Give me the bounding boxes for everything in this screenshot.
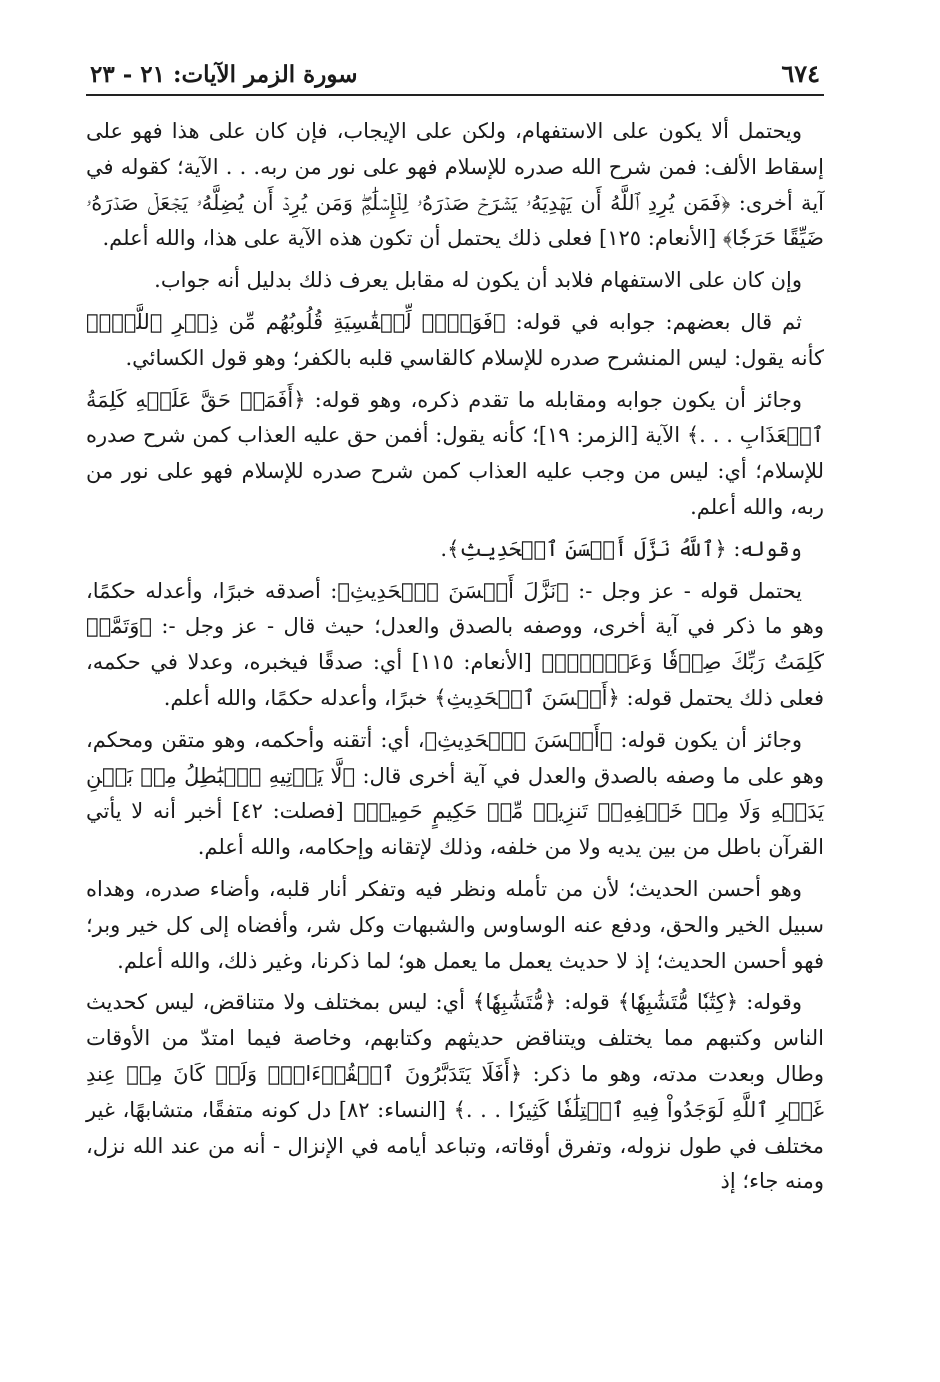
page-header [86, 52, 824, 96]
paragraph-8: وهو أحسن الحديث؛ لأن من تأمله ونظر فيه وتفكر أنار قلبه، وأضاء صدره، وهداه سبيل الخير والحق، ودفع عنه الوساوس والشبهات وكل شر، وأفضاه إلى كل خير وبر؛ فهو أحسن الحديث؛ إذ لا حديث يعمل ما يعمل هو؛ لما ذكرنا، وغير ذلك، والله أعلم. [86, 876, 824, 973]
paragraph-2: وإن كان على الاستفهام فلابد أن يكون له مقابل يعرف ذلك بدليل أنه جواب. [154, 268, 802, 293]
paragraph-5: وقوله: ﴿ٱللَّهُ نَزَّلَ أَحۡسَنَ ٱلۡحَدِيثِ﴾. [440, 536, 802, 561]
book-page [86, 52, 824, 1352]
paragraph-3: ثم قال بعضهم: جوابه في قوله: ﴿فَوَيۡلٞ لِّلۡقَٰسِيَةِ قُلُوبُهُم مِّن ذِكۡرِ ٱللَّهِۚ﴾ كأنه يقول: ليس المنشرح صدره للإسلام كالقاسي قلبه بالكفر؛ وهو قول الكسائي. [86, 309, 824, 370]
surah-title: سورة الزمر الآيات: ٢١ - ٢٣ [90, 61, 358, 88]
page-number: ٦٧٤ [781, 59, 820, 88]
paragraph-1: ويحتمل ألا يكون على الاستفهام، ولكن على الإيجاب، فإن كان على هذا فهو على إسقاط الألف: فمن شرح الله صدره للإسلام فهو على نور من ربه. . . الآية؛ كقوله في آية أخرى: ﴿فَمَن يُرِدِ ٱللَّهُ أَن يَهۡدِيَهُۥ يَشۡرَحۡ صَدۡرَهُۥ لِلۡإِسۡلَٰمِۖ وَمَن يُرِدۡ أَن يُضِلَّهُۥ يَجۡعَلۡ صَدۡرَهُۥ ضَيِّقًا حَرَجٗا﴾ [الأنعام: ١٢٥] فعلى ذلك يحتمل أن تكون هذه الآية على هذا، والله أعلم. [86, 119, 824, 251]
paragraph-4: وجائز أن يكون جوابه ومقابله ما تقدم ذكره، وهو قوله: ﴿أَفَمَنۡ حَقَّ عَلَيۡهِ كَلِمَةُ ٱلۡعَذَابِ . . .﴾ الآية [الزمر: ١٩]؛ كأنه يقول: أفمن حق عليه العذاب كمن شرح صدره للإسلام؛ أي: ليس من وجب عليه العذاب كمن شرح صدره للإسلام فهو على نور من ربه، والله أعلم. [86, 387, 824, 519]
page-body [86, 114, 824, 1200]
paragraph-7: وجائز أن يكون قوله: ﴿أَحۡسَنَ ٱلۡحَدِيثِ﴾، أي: أتقنه وأحكمه، وهو متقن ومحكم، وهو على ما وصفه بالصدق والعدل في آية أخرى قال: ﴿لَّا يَأۡتِيهِ ٱلۡبَٰطِلُ مِنۢ بَيۡنِ يَدَيۡهِ وَلَا مِنۡ خَلۡفِهِۦۖ تَنزِيلٞ مِّنۡ حَكِيمٍ حَمِيدٖ﴾ [فصلت: ٤٢] أخبر أنه لا يأتي القرآن باطل من بين يديه ولا من خلفه، وذلك لإتقانه وإحكامه، والله أعلم. [86, 727, 824, 860]
paragraph-9: وقوله: ﴿كِتَٰبٗا مُّتَشَٰبِهٗا﴾ قوله: ﴿مُّتَشَٰبِهٗا﴾ أي: ليس بمختلف ولا متناقض، ليس كحديث الناس وكتبهم مما يختلف ويتناقض حديثهم وكتابهم، وخاصة فيما امتدّ من الأوقات وطال وبعدت مدته، وهو ما ذكر: ﴿أَفَلَا يَتَدَبَّرُونَ ٱلۡقُرۡءَانَۚ وَلَوۡ كَانَ مِنۡ عِندِ غَيۡرِ ٱللَّهِ لَوَجَدُواْ فِيهِ ٱخۡتِلَٰفٗا كَثِيرٗا . . .﴾ [النساء: ٨٢] دل كونه متفقًا، متشابهًا، غير مختلف في طول نزوله، وتفرق أوقاته، وتباعد أيامه في الإنزال - أنه من عند الله نزل، ومنه جاء؛ إذ [86, 990, 825, 1194]
paragraph-6: يحتمل قوله - عز وجل -: ﴿نَزَّلَ أَحۡسَنَ ٱلۡحَدِيثِ﴾: أصدقه خبرًا، وأعدله حكمًا، وهو ما ذكر في آية أخرى، ووصفه بالصدق والعدل؛ حيث قال - عز وجل -: ﴿وَتَمَّتۡ كَلِمَتُ رَبِّكَ صِدۡقٗا وَعَدۡلٗاۚ﴾ [الأنعام: ١١٥] أي: صدقًا فيخبره، وعدلا في حكمه، فعلى ذلك يحتمل قوله: ﴿أَحۡسَنَ ٱلۡحَدِيثِ﴾ خبرًا، وأعدله حكمًا، والله أعلم. [86, 578, 824, 710]
